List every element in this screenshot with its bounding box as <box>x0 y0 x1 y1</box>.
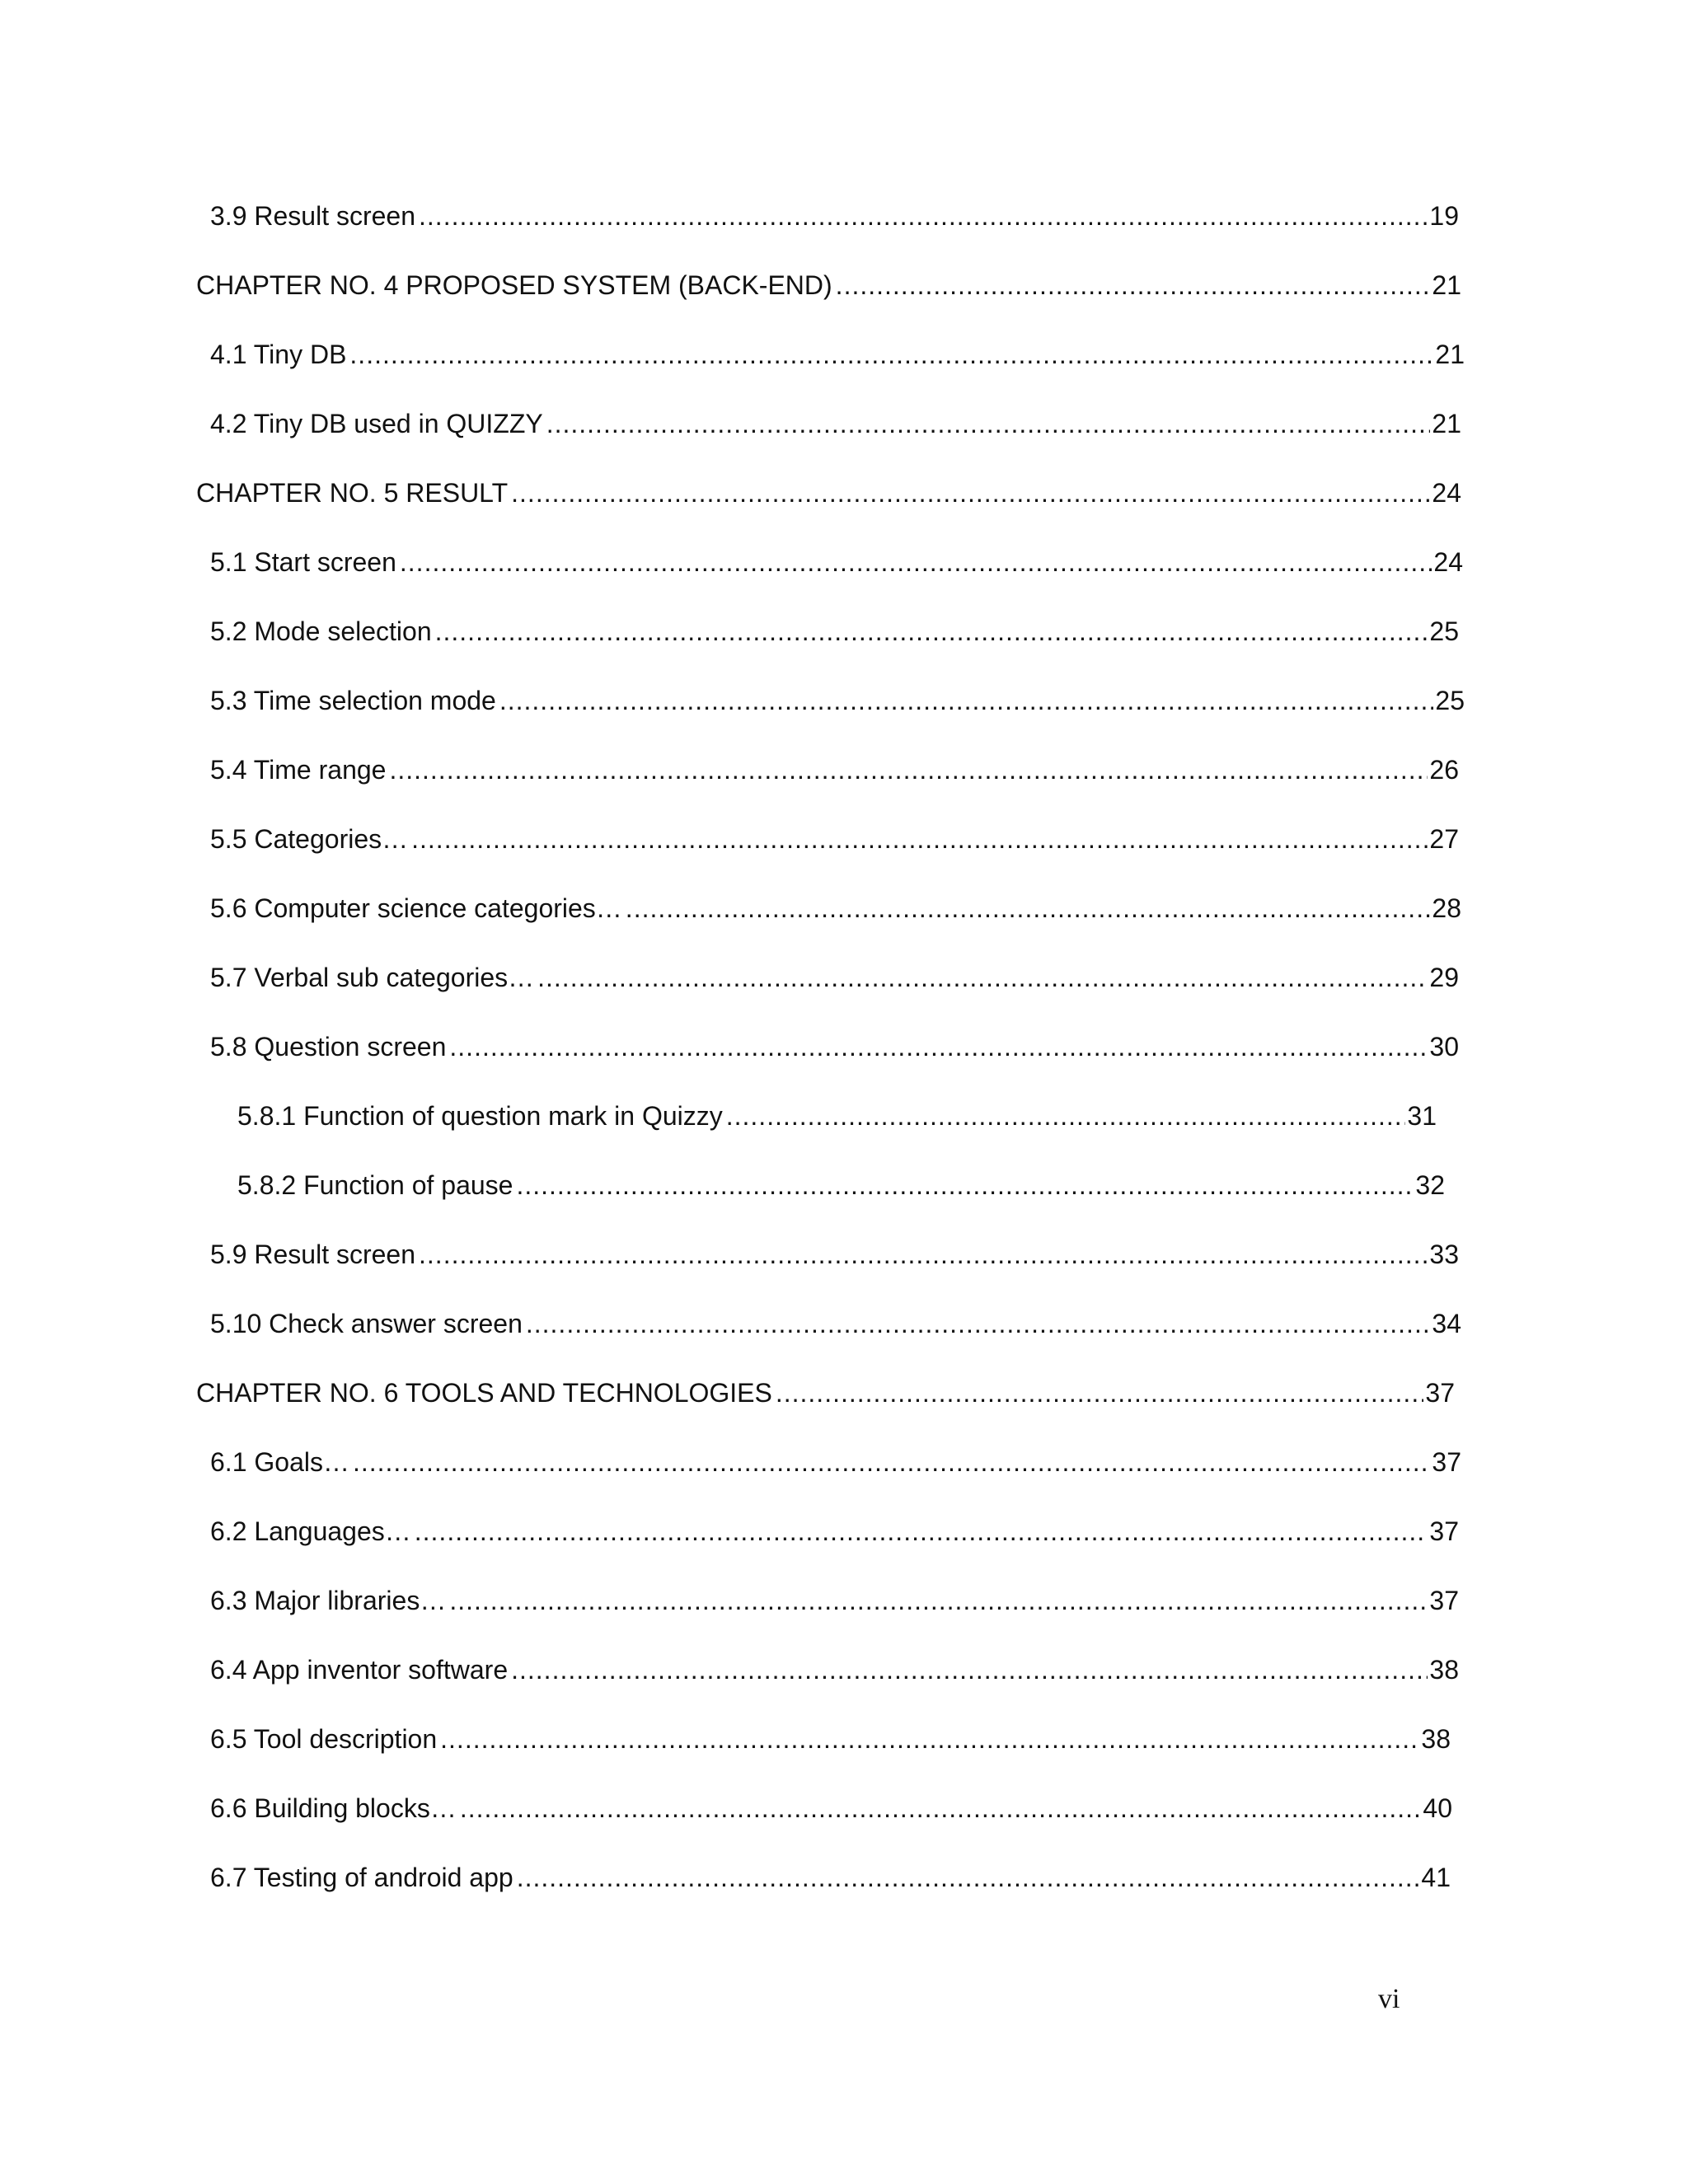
toc-entry-6-4[interactable] <box>210 1652 1459 1688</box>
toc-entry-label: 6.4 App inventor software <box>210 1655 509 1685</box>
toc-entry-page: 26 <box>1429 755 1459 785</box>
toc-entry-page: 37 <box>1425 1378 1455 1408</box>
toc-entry-page: 27 <box>1429 824 1459 854</box>
toc-leader-dots <box>516 1167 1414 1203</box>
toc-entry-label: 5.3 Time selection mode <box>210 686 496 715</box>
toc-leader-dots <box>349 336 1433 373</box>
toc-entry-page: 37 <box>1432 1447 1461 1477</box>
toc-entry-page: 37 <box>1429 1516 1459 1546</box>
toc-leader-dots <box>499 682 1434 719</box>
toc-entry-label: 5.8 Question screen <box>210 1032 447 1062</box>
toc-entry-6-7[interactable] <box>210 1859 1451 1896</box>
toc-chapter-4[interactable] <box>196 267 1461 303</box>
toc-entry-page: 24 <box>1432 478 1461 508</box>
toc-leader-dots <box>460 1790 1422 1826</box>
toc-leader-dots <box>626 890 1431 926</box>
toc-entry-page: 33 <box>1429 1240 1459 1269</box>
toc-chapter-6[interactable] <box>196 1375 1455 1411</box>
toc-entry-6-3[interactable] <box>210 1582 1459 1619</box>
toc-entry-5-8-1[interactable] <box>237 1098 1437 1134</box>
toc-leader-dots <box>511 1652 1428 1688</box>
toc-entry-5-9[interactable] <box>210 1236 1459 1272</box>
toc-entry-page: 24 <box>1433 547 1463 577</box>
toc-entry-5-8-2[interactable] <box>237 1167 1445 1203</box>
toc-entry-label: 5.8.2 Function of pause <box>237 1170 513 1200</box>
toc-entry-page: 34 <box>1432 1309 1461 1338</box>
toc-entry-4-2[interactable] <box>210 405 1461 442</box>
toc-entry-label: CHAPTER NO. 4 PROPOSED SYSTEM (BACK-END) <box>196 270 832 300</box>
toc-leader-dots <box>440 1721 1419 1757</box>
toc-leader-dots <box>353 1444 1430 1480</box>
toc-leader-dots <box>419 198 1428 234</box>
toc-entry-6-2[interactable] <box>210 1513 1459 1549</box>
toc-entry-5-3[interactable] <box>210 682 1465 719</box>
toc-entry-page: 21 <box>1432 409 1461 438</box>
toc-entry-label: 6.6 Building blocks… <box>210 1793 457 1823</box>
toc-entry-page: 19 <box>1429 201 1459 231</box>
toc-entry-page: 30 <box>1429 1032 1459 1062</box>
toc-entry-page: 32 <box>1415 1170 1445 1200</box>
toc-leader-dots <box>836 267 1431 303</box>
toc-entry-label: 5.8.1 Function of question mark in Quizzy <box>237 1101 723 1131</box>
toc-entry-6-6[interactable] <box>210 1790 1452 1826</box>
toc-entry-page: 41 <box>1421 1863 1451 1892</box>
toc-entry-page: 25 <box>1435 686 1465 715</box>
toc-entry-5-5[interactable] <box>210 821 1459 857</box>
toc-leader-dots <box>400 544 1432 580</box>
toc-leader-dots <box>411 821 1428 857</box>
toc-entry-5-10[interactable] <box>210 1305 1461 1342</box>
toc-entry-5-6[interactable] <box>210 890 1461 926</box>
toc-leader-dots <box>449 1582 1428 1619</box>
toc-entry-5-2[interactable] <box>210 613 1459 649</box>
toc-entry-4-1[interactable] <box>210 336 1465 373</box>
toc-entry-label: 4.1 Tiny DB <box>210 340 347 369</box>
toc-leader-dots <box>511 475 1430 511</box>
toc-entry-label: 6.2 Languages… <box>210 1516 411 1546</box>
toc-entry-page: 21 <box>1432 270 1461 300</box>
toc-leader-dots <box>389 752 1428 788</box>
toc-leader-dots <box>419 1236 1428 1272</box>
toc-entry-page: 40 <box>1423 1793 1452 1823</box>
toc-entry-label: 5.5 Categories… <box>210 824 409 854</box>
toc-entry-page: 38 <box>1429 1655 1459 1685</box>
toc-leader-dots <box>517 1859 1420 1896</box>
toc-entry-5-4[interactable] <box>210 752 1459 788</box>
toc-leader-dots <box>435 613 1428 649</box>
toc-entry-5-1[interactable] <box>210 544 1463 580</box>
toc-entry-5-7[interactable] <box>210 959 1459 996</box>
page-number: vi <box>1378 1984 1400 2014</box>
toc-entry-6-5[interactable] <box>210 1721 1451 1757</box>
toc-entry-label: 5.7 Verbal sub categories… <box>210 963 535 992</box>
toc-entry-page: 21 <box>1435 340 1465 369</box>
toc-entry-page: 31 <box>1407 1101 1437 1131</box>
toc-leader-dots <box>526 1305 1431 1342</box>
toc-entry-label: 5.10 Check answer screen <box>210 1309 523 1338</box>
toc-entry-label: 3.9 Result screen <box>210 201 416 231</box>
toc-entry-page: 29 <box>1429 963 1459 992</box>
toc-entry-label: 6.3 Major libraries… <box>210 1586 447 1615</box>
toc-leader-dots <box>726 1098 1406 1134</box>
toc-entry-page: 37 <box>1429 1586 1459 1615</box>
toc-entry-label: 5.1 Start screen <box>210 547 396 577</box>
toc-entry-page: 25 <box>1429 616 1459 646</box>
toc-entry-6-1[interactable] <box>210 1444 1461 1480</box>
toc-entry-label: 6.1 Goals… <box>210 1447 349 1477</box>
toc-entry-label: CHAPTER NO. 6 TOOLS AND TECHNOLOGIES <box>196 1378 772 1408</box>
toc-entry-label: 5.9 Result screen <box>210 1240 416 1269</box>
toc-entry-page: 28 <box>1432 893 1461 923</box>
toc-entry-label: 5.4 Time range <box>210 755 387 785</box>
toc-leader-dots <box>776 1375 1424 1411</box>
toc-entry-3-9[interactable] <box>210 198 1459 234</box>
toc-entry-label: 6.7 Testing of android app <box>210 1863 513 1892</box>
toc-entry-5-8[interactable] <box>210 1029 1459 1065</box>
toc-entry-label: 5.6 Computer science categories… <box>210 893 622 923</box>
toc-entry-label: 5.2 Mode selection <box>210 616 432 646</box>
toc-leader-dots <box>546 405 1431 442</box>
toc-entry-label: 6.5 Tool description <box>210 1724 438 1754</box>
toc-entry-page: 38 <box>1421 1724 1451 1754</box>
toc-leader-dots <box>537 959 1428 996</box>
toc-entry-label: 4.2 Tiny DB used in QUIZZY <box>210 409 543 438</box>
toc-entry-label: CHAPTER NO. 5 RESULT <box>196 478 509 508</box>
toc-chapter-5[interactable] <box>196 475 1461 511</box>
toc-leader-dots <box>415 1513 1428 1549</box>
toc-leader-dots <box>449 1029 1428 1065</box>
